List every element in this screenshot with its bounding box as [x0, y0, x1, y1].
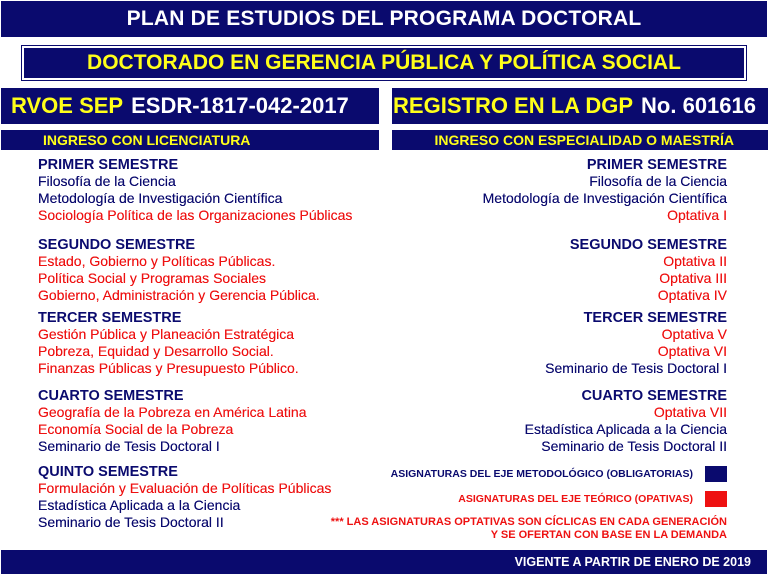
semester-block	[38, 238, 398, 304]
semester-heading: QUINTO SEMESTRE	[38, 464, 178, 480]
semester-block	[367, 389, 727, 455]
semester-heading: SEGUNDO SEMESTRE	[569, 237, 727, 253]
course-item: Filosofía de la Ciencia	[38, 173, 176, 189]
course-item: Gestión Pública y Planeación Estratégica	[38, 326, 295, 342]
legend-row-metodologico	[391, 464, 727, 484]
vigente-footer: VIGENTE A PARTIR DE ENERO DE 2019	[1, 550, 767, 574]
legend-metodologico-swatch	[705, 466, 727, 482]
ingreso-especialidad-heading: INGRESO CON ESPECIALIDAD O MAESTRÍA	[392, 130, 768, 150]
dgp-banner	[392, 88, 768, 124]
course-item: Metodología de Investigación Científica	[482, 190, 727, 206]
course-item: Metodología de Investigación Científica	[38, 190, 283, 206]
course-item: Economía Social de la Pobreza	[38, 421, 234, 437]
semester-block	[367, 238, 727, 304]
semester-heading: CUARTO SEMESTRE	[38, 388, 184, 404]
ingreso-licenciatura-heading: INGRESO CON LICENCIATURA	[1, 130, 379, 150]
course-item: Seminario de Tesis Doctoral II	[38, 514, 224, 530]
course-item: Estadística Aplicada a la Ciencia	[524, 421, 727, 437]
course-item: Optativa I	[667, 207, 727, 223]
page-title: PLAN DE ESTUDIOS DEL PROGRAMA DOCTORAL	[1, 1, 767, 37]
legend-metodologico-label: ASIGNATURAS DEL EJE METODOLÓGICO (OBLIGATORIAS)	[390, 468, 693, 480]
course-item: Optativa IV	[657, 287, 727, 303]
course-item: Seminario de Tesis Doctoral I	[38, 438, 220, 454]
course-item: Filosofía de la Ciencia	[589, 173, 727, 189]
course-item: Optativa III	[659, 270, 727, 286]
semester-heading: SEGUNDO SEMESTRE	[38, 237, 196, 253]
semester-heading: TERCER SEMESTRE	[38, 310, 182, 326]
note-line-1: *** LAS ASIGNATURAS OPTATIVAS SON CÍCLICAS EN CADA GENERACIÓN	[330, 516, 727, 528]
semester-block	[38, 158, 398, 224]
program-title: DOCTORADO EN GERENCIA PÚBLICA Y POLÍTICA SOCIAL	[22, 46, 746, 80]
course-item: Finanzas Públicas y Presupuesto Público.	[38, 360, 299, 376]
course-item: Sociología Política de las Organizaciones Públicas	[38, 207, 353, 223]
legend-row-teorico	[391, 489, 727, 509]
semester-heading: PRIMER SEMESTRE	[586, 157, 727, 173]
course-item: Seminario de Tesis Doctoral I	[545, 360, 727, 376]
dgp-label: REGISTRO EN LA DGP	[393, 93, 634, 118]
legend-teorico-label: ASIGNATURAS DEL EJE TEÓRICO (OPATIVAS)	[458, 493, 693, 505]
course-item: Optativa VII	[653, 404, 727, 420]
legend-teorico-swatch	[705, 491, 727, 507]
semester-block	[38, 389, 398, 455]
semester-heading: TERCER SEMESTRE	[583, 310, 727, 326]
semester-block	[367, 158, 727, 224]
course-item: Política Social y Programas Sociales	[38, 270, 266, 286]
course-item: Estado, Gobierno y Políticas Públicas.	[38, 253, 276, 269]
course-item: Optativa VI	[657, 343, 727, 359]
note-line-2: Y SE OFERTAN CON BASE EN LA DEMANDA	[490, 529, 727, 541]
course-item: Gobierno, Administración y Gerencia Pública.	[38, 287, 320, 303]
semester-block	[38, 311, 398, 377]
course-item: Pobreza, Equidad y Desarrollo Social.	[38, 343, 274, 359]
optativas-note	[331, 516, 727, 542]
legend	[391, 464, 727, 514]
course-item: Optativa V	[661, 326, 727, 342]
course-item: Seminario de Tesis Doctoral II	[541, 438, 727, 454]
semester-heading: PRIMER SEMESTRE	[38, 157, 179, 173]
course-item: Geografía de la Pobreza en América Latina	[38, 404, 307, 420]
rvoe-value: ESDR-1817-042-2017	[131, 93, 349, 118]
rvoe-label: RVOE SEP	[11, 93, 124, 118]
course-item: Formulación y Evaluación de Políticas Públicas	[38, 480, 332, 496]
course-item: Estadística Aplicada a la Ciencia	[38, 497, 241, 513]
course-item: Optativa II	[663, 253, 727, 269]
dgp-value: No. 601616	[641, 93, 756, 118]
semester-block	[367, 311, 727, 377]
rvoe-banner	[1, 88, 379, 124]
semester-heading: CUARTO SEMESTRE	[581, 388, 727, 404]
